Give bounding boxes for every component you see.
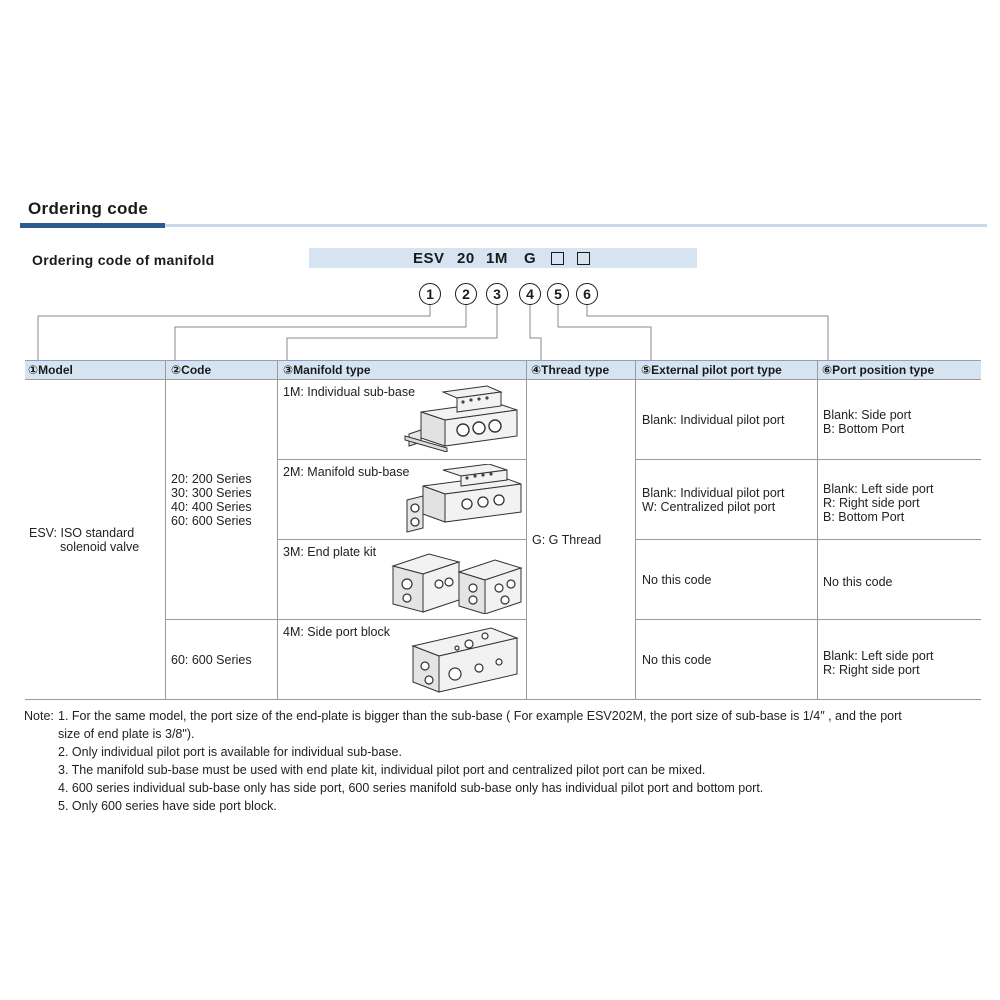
grid-hline	[277, 539, 526, 540]
marker-5: 5	[547, 283, 569, 305]
grid-hline	[25, 379, 981, 380]
note-text: 1. For the same model, the port size of the end-plate is bigger than the sub-base ( For example ESV202M, the port size of sub-base is 1/4″ , and the port	[58, 709, 902, 723]
manifold-type-2m: 2M: Manifold sub-base	[283, 465, 410, 479]
connector-lines	[0, 0, 1000, 370]
code-item: 40: 400 Series	[171, 500, 252, 514]
model-line-2: solenoid valve	[60, 540, 140, 554]
grid-hline	[277, 459, 526, 460]
port-row3-line: No this code	[823, 575, 893, 589]
grid-vline	[526, 360, 527, 699]
note-item: 3. The manifold sub-base must be used with end plate kit, individual pilot port and centralized pilot port can be mixed.	[58, 763, 706, 777]
pilot-row3-line: No this code	[642, 573, 712, 587]
note-item: 5. Only 600 series have side port block.	[58, 799, 277, 813]
grid-hline	[635, 619, 981, 620]
grid-hline	[635, 539, 981, 540]
code-item-600: 60: 600 Series	[171, 653, 252, 667]
marker-4: 4	[519, 283, 541, 305]
section-title: Ordering code	[28, 199, 149, 218]
port-row4-line: R: Right side port	[823, 663, 920, 677]
code-item: 30: 300 Series	[171, 486, 252, 500]
marker-2: 2	[455, 283, 477, 305]
end-plate-kit-image	[389, 542, 525, 614]
note-item: 4. 600 series individual sub-base only has side port, 600 series manifold sub-base only has individual pilot port and bottom port.	[58, 781, 764, 795]
header-port-position-type: ⑥Port position type	[822, 363, 935, 377]
port-row1-line: Blank: Side port	[823, 408, 912, 422]
port-row2-line: R: Right side port	[823, 496, 920, 510]
code-series: 20	[457, 250, 475, 267]
pilot-row2-line: W: Centralized pilot port	[642, 500, 776, 514]
pilot-row2-line: Blank: Individual pilot port	[642, 486, 785, 500]
grid-hline	[165, 619, 526, 620]
note-item	[24, 707, 984, 725]
port-row2-line: B: Bottom Port	[823, 510, 905, 524]
port-row2-line: Blank: Left side port	[823, 482, 934, 496]
note-item-continued: size of end plate is 3/8").	[58, 727, 195, 741]
header-manifold-type: ③Manifold type	[283, 363, 371, 377]
thread-value: G: G Thread	[532, 533, 602, 547]
marker-1: 1	[419, 283, 441, 305]
manifold-sub-base-image	[403, 464, 525, 536]
ordering-table	[25, 360, 981, 700]
manifold-type-4m: 4M: Side port block	[283, 625, 390, 639]
header-code: ②Code	[171, 363, 212, 377]
grid-hline	[635, 459, 981, 460]
note-item: 2. Only individual pilot port is available for individual sub-base.	[58, 745, 402, 759]
port-row1-line: B: Bottom Port	[823, 422, 905, 436]
header-model: ①Model	[28, 363, 73, 377]
side-port-block-image	[407, 622, 523, 696]
header-thread-type: ④Thread type	[531, 363, 610, 377]
port-row4-line: Blank: Left side port	[823, 649, 934, 663]
marker-3: 3	[486, 283, 508, 305]
code-thread: G	[524, 250, 537, 267]
table-header-row	[25, 360, 981, 380]
note-prefix: Note:	[24, 709, 54, 723]
grid-vline	[817, 360, 818, 699]
grid-vline	[165, 360, 166, 699]
model-line-1: ESV: ISO standard	[29, 526, 135, 540]
grid-vline	[277, 360, 278, 699]
code-type: 1M	[486, 250, 508, 267]
grid-hline	[25, 699, 981, 700]
pilot-row4-line: No this code	[642, 653, 712, 667]
notes	[24, 707, 984, 815]
code-item: 60: 600 Series	[171, 514, 252, 528]
manifold-type-1m: 1M: Individual sub-base	[283, 385, 416, 399]
manifold-code-label: Ordering code of manifold	[32, 252, 215, 268]
individual-sub-base-image	[403, 384, 525, 452]
manifold-type-3m: 3M: End plate kit	[283, 545, 377, 559]
grid-vline	[635, 360, 636, 699]
code-item: 20: 200 Series	[171, 472, 252, 486]
code-model: ESV	[413, 250, 445, 267]
marker-6: 6	[576, 283, 598, 305]
header-pilot-port-type: ⑤External pilot port type	[641, 363, 782, 377]
pilot-row1-line: Blank: Individual pilot port	[642, 413, 785, 427]
